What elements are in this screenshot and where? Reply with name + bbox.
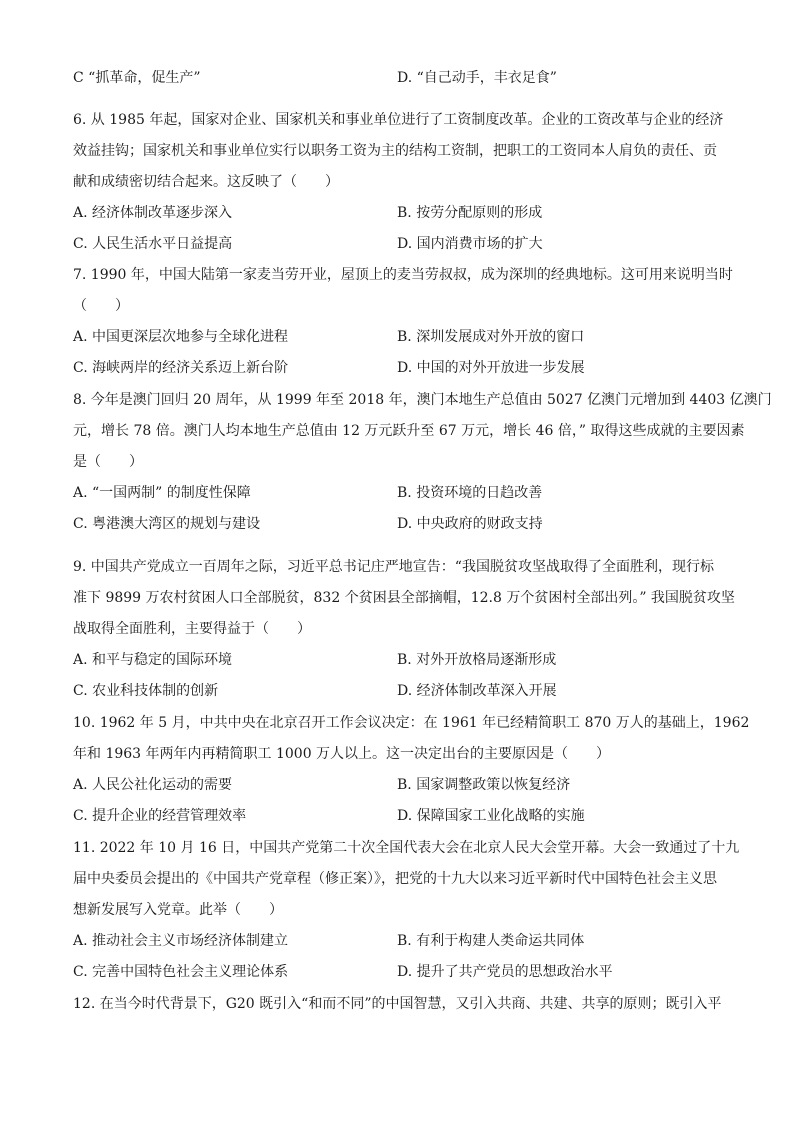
q6-option-d: D. 国内消费市场的扩大 [397,236,543,252]
q6-option-b: B. 按劳分配原则的形成 [397,205,543,221]
q6-stem-line-3: 献和成绩密切结合起来。这反映了（ ） [73,174,339,190]
q7-stem-line-1: 7. 1990 年，中国大陆第一家麦当劳开业，屋顶上的麦当劳叔叔，成为深圳的经典地标。这可用来说明当时 [73,267,733,283]
q9-stem-line-2: 准下 9899 万农村贫困人口全部脱贫，832 个贫困县全部摘帽，12.8 万个贫困村全部出列。” 我国脱贫攻坚 [73,590,735,606]
q11-stem-line-2: 届中央委员会提出的《中国共产党章程（修正案）》，把党的十九大以来习近平新时代中国特色社会主义思 [73,871,717,887]
q11-stem-line-3: 想新发展写入党章。此举（ ） [73,902,283,918]
q8-stem-line-2: 元，增长 78 倍。澳门人均本地生产总值由 12 万元跃升至 67 万元，增长 46 倍，” 取得这些成就的主要因素 [73,423,745,439]
q6-stem-line-2: 效益挂钩；国家机关和事业单位实行以职务工资为主的结构工资制，把职工的工资同本人肩负的责任、贡 [73,143,717,159]
q6-option-c: C. 人民生活水平日益提高 [73,236,233,252]
q9-option-d: D. 经济体制改革深入开展 [397,683,557,699]
q9-option-c: C. 农业科技体制的创新 [73,683,219,699]
q8-option-c: C. 粤港澳大湾区的规划与建设 [73,516,261,532]
q7-stem-line-2: （ ） [73,298,129,314]
q5-option-c: C “抓革命，促生产” [73,70,201,86]
q7-option-c: C. 海峡两岸的经济关系迈上新台阶 [73,360,289,376]
q8-option-b: B. 投资环境的日趋改善 [397,485,543,501]
q10-stem-line-2: 年和 1963 年两年内再精简职工 1000 万人以上。这一决定出台的主要原因是（ ） [73,746,611,762]
q10-option-a: A. 人民公社化运动的需要 [73,777,233,793]
q11-option-c: C. 完善中国特色社会主义理论体系 [73,964,289,980]
q7-option-b: B. 深圳发展成对外开放的窗口 [397,329,585,345]
q9-stem-line-3: 战取得全面胜利，主要得益于（ ） [73,621,311,637]
q11-option-b: B. 有利于构建人类命运共同体 [397,933,585,949]
q12-stem-line-1: 12. 在当今时代背景下，G20 既引入“和而不同”的中国智慧，又引入共商、共建、共享的原则；既引入平 [73,996,722,1012]
q11-option-a: A. 推动社会主义市场经济体制建立 [73,933,289,949]
q10-option-d: D. 保障国家工业化战略的实施 [397,808,585,824]
q8-stem-line-3: 是（ ） [73,454,143,470]
q11-stem-line-1: 11. 2022 年 10 月 16 日，中国共产党第二十次全国代表大会在北京人民大会堂开幕。大会一致通过了十九 [73,840,740,856]
q11-option-d: D. 提升了共产党员的思想政治水平 [397,964,613,980]
q7-option-a: A. 中国更深层次地参与全球化进程 [73,329,289,345]
q10-stem-line-1: 10. 1962 年 5 月，中共中央在北京召开工作会议决定：在 1961 年已经精简职工 870 万人的基础上，1962 [73,715,750,731]
q8-option-d: D. 中央政府的财政支持 [397,516,543,532]
q9-option-b: B. 对外开放格局逐渐形成 [397,652,557,668]
q6-stem-line-1: 6. 从 1985 年起，国家对企业、国家机关和事业单位进行了工资制度改革。企业的工资改革与企业的经济 [73,112,724,128]
q5-option-d: D. “自己动手，丰衣足食” [397,70,557,86]
q10-option-c: C. 提升企业的经营管理效率 [73,808,247,824]
q9-stem-line-1: 9. 中国共产党成立一百周年之际，习近平总书记庄严地宣告：“我国脱贫攻坚战取得了全面胜利，现行标 [73,559,714,575]
q8-stem-line-1: 8. 今年是澳门回归 20 周年，从 1999 年至 2018 年，澳门本地生产总值由 5027 亿澳门元增加到 4403 亿澳门 [73,392,772,408]
q9-option-a: A. 和平与稳定的国际环境 [73,652,233,668]
q8-option-a: A. “一国两制” 的制度性保障 [73,485,251,501]
q10-option-b: B. 国家调整政策以恢复经济 [397,777,571,793]
q7-option-d: D. 中国的对外开放进一步发展 [397,360,585,376]
q6-option-a: A. 经济体制改革逐步深入 [73,205,233,221]
